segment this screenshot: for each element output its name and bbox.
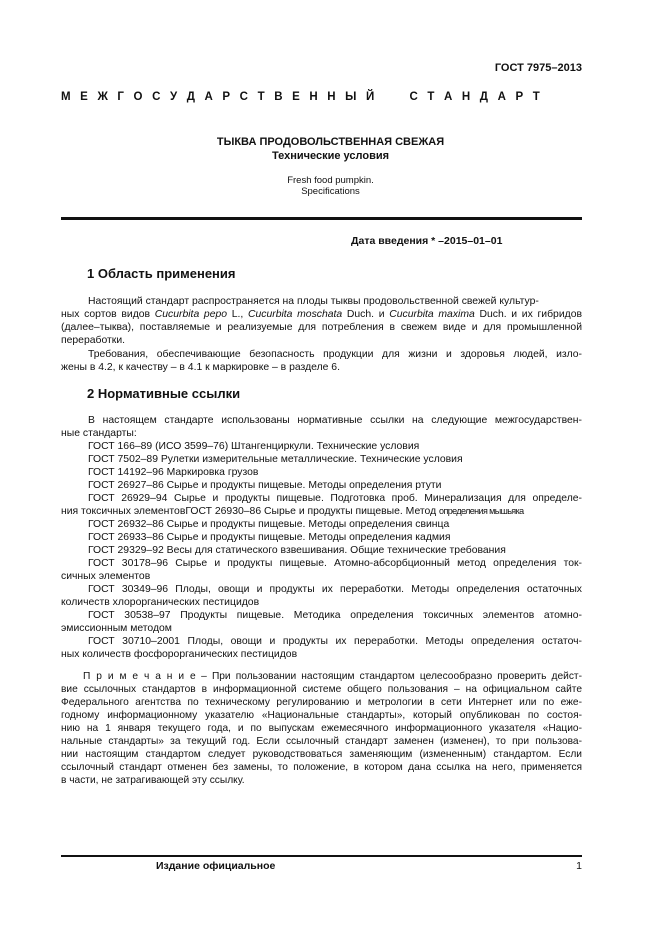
note-label: П р и м е ч а н и е [83, 671, 197, 682]
note-block [61, 670, 582, 787]
title-divider [61, 217, 582, 220]
official-edition-label: Издание официальное [156, 860, 276, 872]
note-line: нальные стандарты» за текущий год. Если ссылочный стандарт заменен (изменен), то при пользова- [61, 736, 582, 747]
reference-item: ГОСТ 26927–86 Сырье и продукты пищевые. Методы определения ртути [88, 480, 442, 491]
reference-item: ГОСТ 29329–92 Весы для статического взвешивания. Общие технические требования [88, 545, 506, 556]
note-first-line [61, 670, 582, 683]
reference-item: ГОСТ 30538–97 Продукты пищевые. Методика определения токсичных элементов атомно- [88, 610, 582, 621]
text-line: Требования, обеспечивающие безопасность продукции для жизни и здоровья людей, изло- [88, 349, 582, 360]
reference-item: ГОСТ 26932–86 Сырье и продукты пищевые. Методы определения свинца [88, 519, 450, 530]
text-line: В настоящем стандарте использованы нормативные ссылки на следующие межгосударствен- [88, 415, 582, 426]
reference-item: ГОСТ 166–89 (ИСО 3599–76) Штангенциркули. Технические условия [88, 441, 420, 452]
text-line [61, 308, 582, 321]
species-name: Cucurbita pepo [154, 309, 228, 320]
text-fragment: ния токсичных элементовГОСТ 26930–86 Сырье и продукты пищевые. Метод [61, 506, 440, 517]
note-line: в части, не затрагивающей эту ссылку. [61, 775, 245, 786]
section-2-heading: 2 Нормативные ссылки [87, 386, 241, 401]
english-title: Fresh food pumpkin. [287, 175, 374, 186]
page-number: 1 [576, 860, 582, 872]
note-line: вие ссылочных стандартов в информационной системе общего пользования – на официальном сайте [61, 684, 582, 695]
section-1-heading: 1 Область применения [87, 266, 236, 281]
footer-divider [61, 855, 582, 857]
reference-item: ных количеств фосфорорганических пестицидов [61, 649, 298, 660]
section-2-intro [61, 414, 582, 440]
text-fragment: Duch. и их гибридов [474, 309, 582, 320]
reference-item: ГОСТ 7502–89 Рулетки измерительные металлические. Технические условия [88, 454, 463, 465]
text-fragment: – При пользовании настоящим стандартом целесообразно проверить дейст- [196, 671, 582, 682]
reference-item [61, 505, 582, 518]
reference-item: эмиссионным методом [61, 623, 172, 634]
reference-item: ГОСТ 26933–86 Сырье и продукты пищевые. Методы определения кадмия [88, 532, 451, 543]
text-fragment: ных сортов видов [61, 309, 155, 320]
text-line: (далее–тыква), поставляемые и реализуемые для потребления в свежем виде и для промышленной [61, 322, 582, 333]
reference-item: ГОСТ 14192–96 Маркировка грузов [88, 467, 259, 478]
note-line: годному информационному указателю «Национальные стандарты», который опубликован по состоя- [61, 710, 582, 721]
note-line: нии настоящим стандартом следует руководствоваться заменяющим (измененным) стандартом. Если [61, 749, 582, 760]
text-line: ные стандарты: [61, 428, 137, 439]
note-line: нию на 1 января текущего года, и по выпускам ежемесячного информационного указателя «Нацио- [61, 723, 582, 734]
document-subtitle: Технические условия [271, 150, 390, 162]
text-fragment: определения мышьяка [439, 506, 524, 516]
reference-item: ГОСТ 26929–94 Сырье и продукты пищевые. Подготовка проб. Минерализация для определе- [88, 493, 582, 504]
document-title: ТЫКВА ПРОДОВОЛЬСТВЕННАЯ СВЕЖАЯ [216, 136, 445, 148]
note-line: Федерального агентства по техническому регулированию и метрологии в сети Интернет или по еже- [61, 697, 582, 708]
species-name: Cucurbita maxima [389, 309, 475, 320]
text-line: жены в 4.2, к качеству – в 4.1 к маркировке – в разделе 6. [61, 362, 340, 373]
reference-item: ГОСТ 30178–96 Сырье и продукты пищевые. Атомно-абсорбционный метод определения ток- [88, 558, 582, 569]
text-line: Настоящий стандарт распространяется на плоды тыквы продовольственной свежей культур- [88, 296, 539, 307]
section-1-paragraph-2 [61, 348, 582, 374]
reference-item: ГОСТ 30710–2001 Плоды, овощи и продукты их переработки. Методы определения остаточ- [88, 636, 582, 647]
english-subtitle: Specifications [301, 186, 360, 197]
note-line: ссылочный стандарт отменен без замены, то положение, в котором дана ссылка на него, применяется [61, 762, 582, 773]
section-1-paragraph-1 [61, 295, 582, 347]
reference-item: ГОСТ 30349–96 Плоды, овощи и продукты их переработки. Методы определения остаточных [88, 584, 582, 595]
reference-item: количеств хлорорганических пестицидов [61, 597, 260, 608]
standard-type-banner: М Е Ж Г О С У Д А Р С Т В Е Н Н Ы Й С Т А Н Д А Р Т [61, 91, 543, 103]
document-number: ГОСТ 7975–2013 [494, 62, 582, 74]
normative-references-list [61, 440, 582, 661]
species-name: Cucurbita moschata [247, 309, 343, 320]
text-fragment: L., [227, 309, 248, 320]
reference-item: сичных элементов [61, 571, 151, 582]
text-line: переработки. [61, 335, 126, 346]
introduction-date: Дата введения * –2015–01–01 [351, 235, 503, 247]
text-fragment: Duch. и [342, 309, 390, 320]
